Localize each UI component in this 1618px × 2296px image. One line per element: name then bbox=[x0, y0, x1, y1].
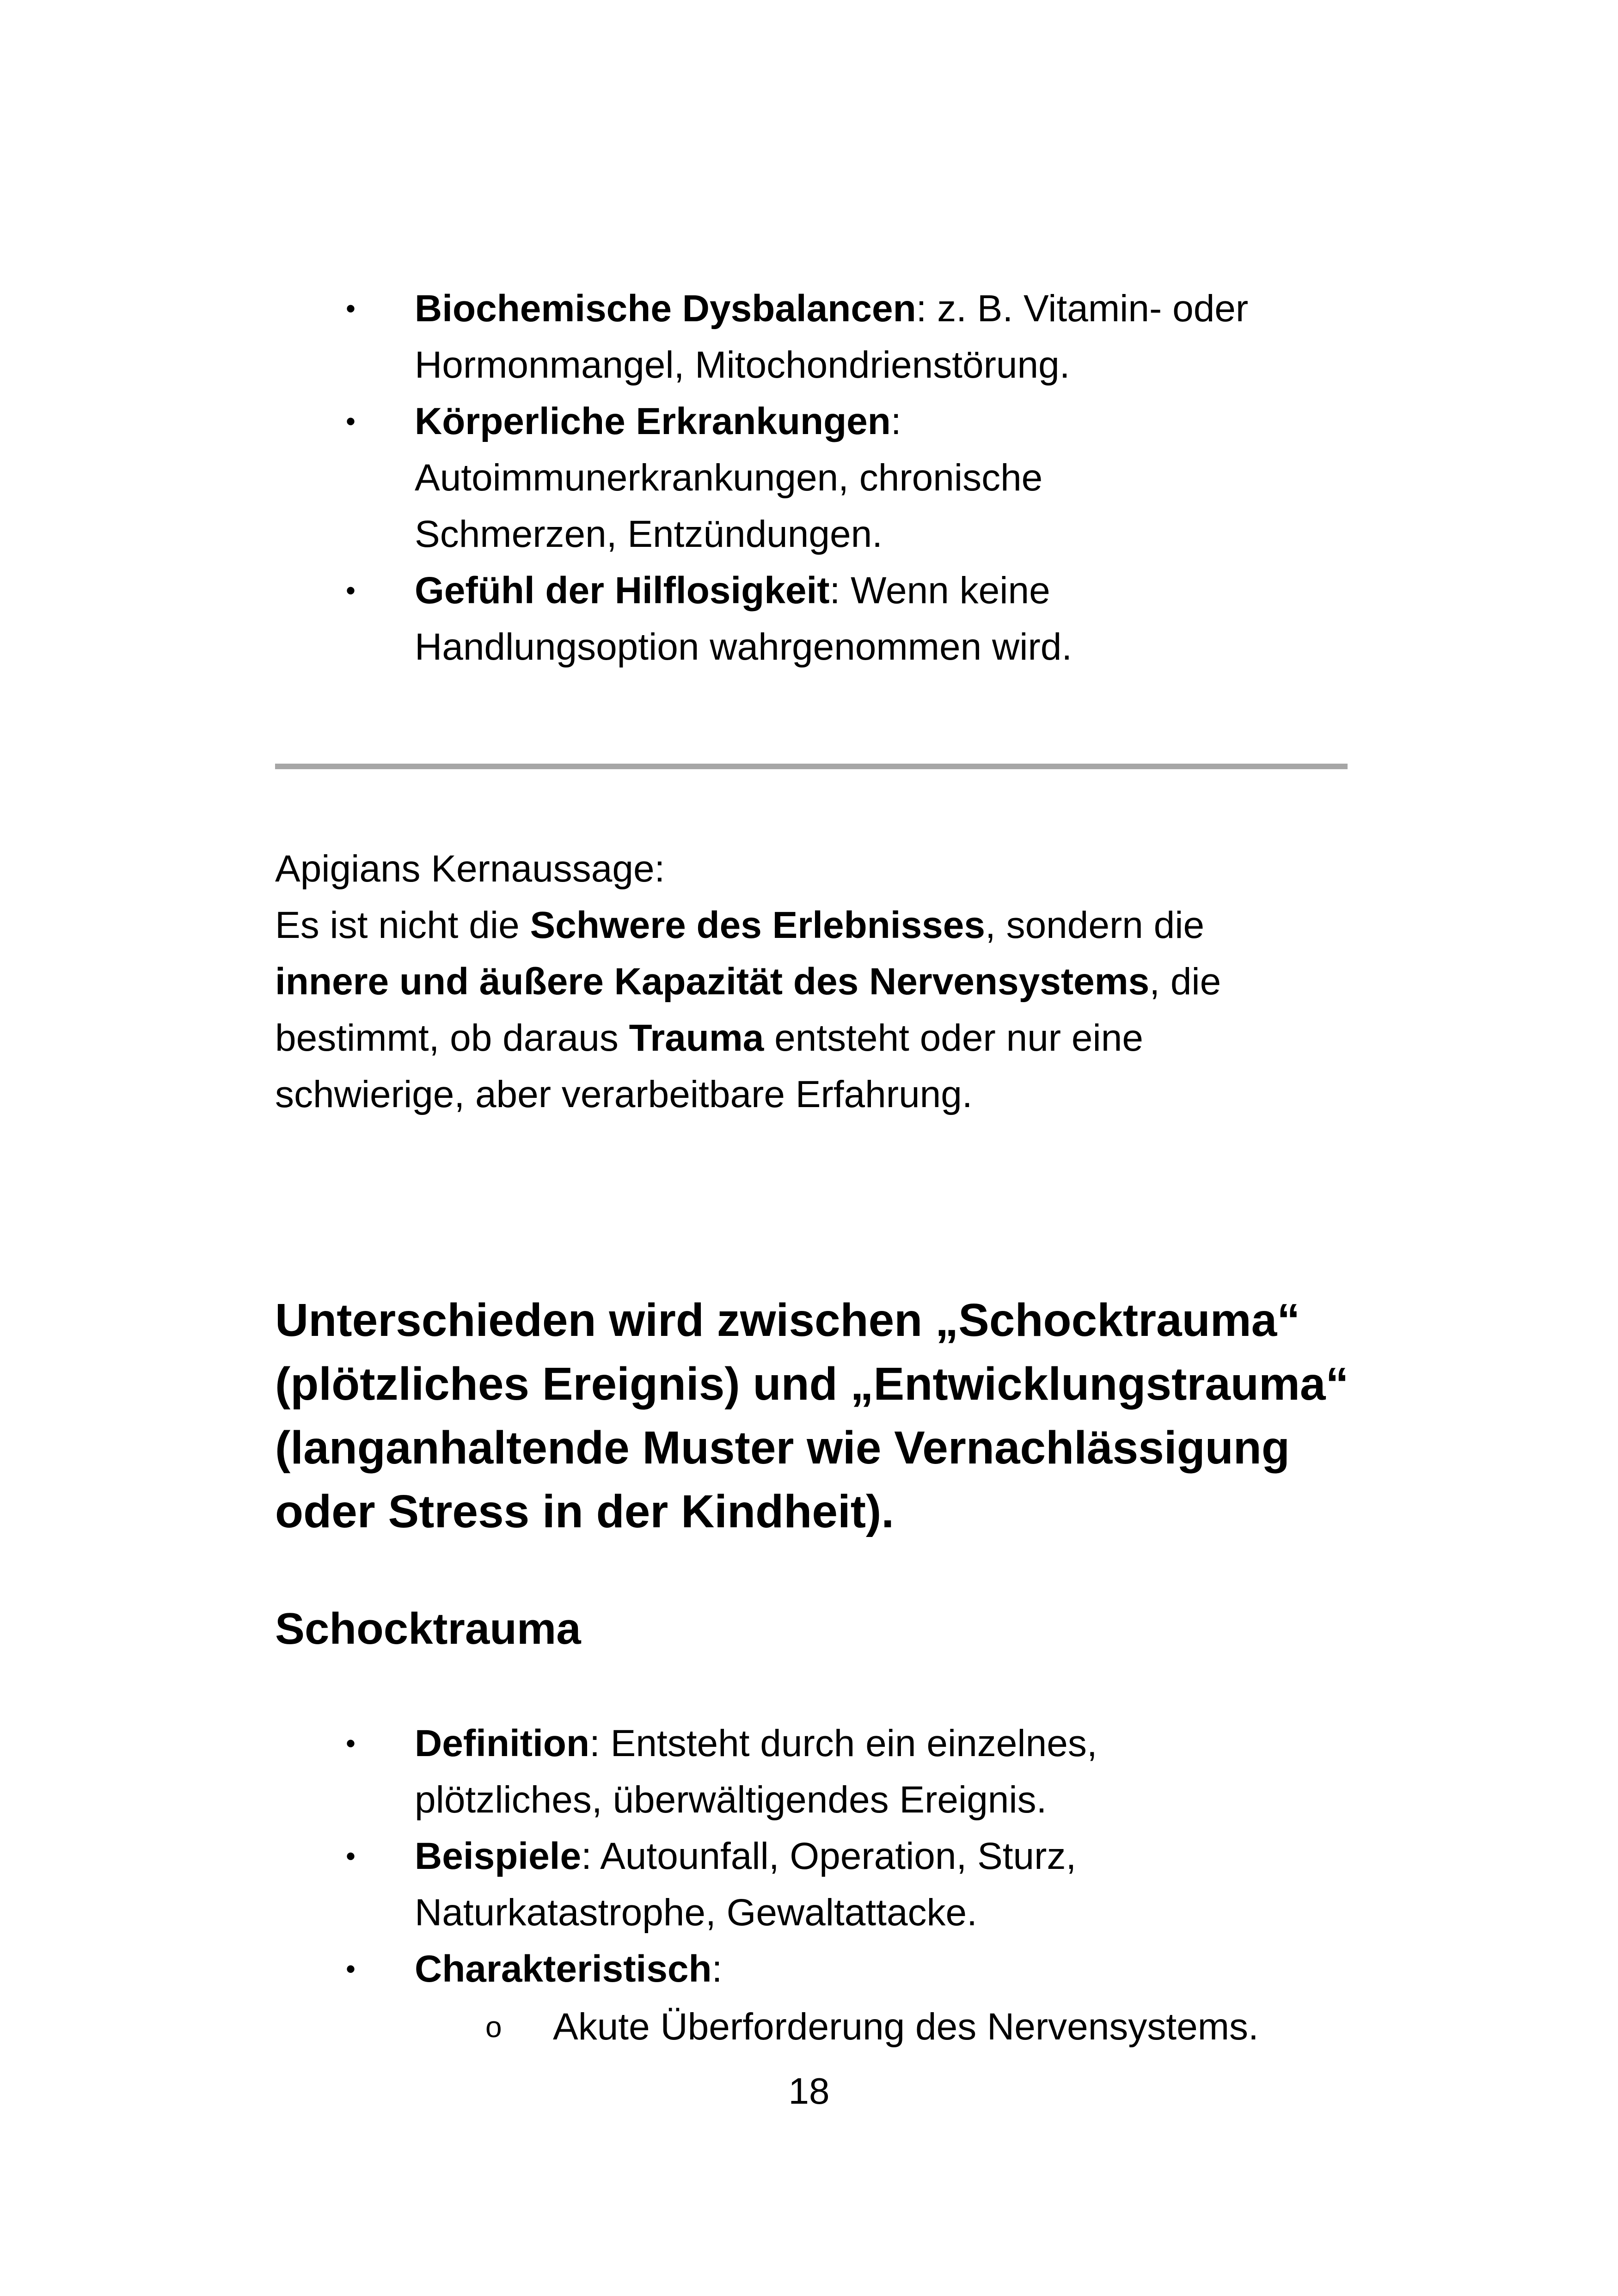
section-title: Schocktrauma bbox=[275, 1604, 581, 1653]
text-segment: entsteht oder nur eine bbox=[764, 1017, 1143, 1059]
text-line bbox=[0, 1772, 1618, 1828]
bullet-icon: • bbox=[346, 406, 356, 437]
list-item bbox=[0, 1941, 1618, 1997]
bold-term: Charakteristisch bbox=[415, 1948, 712, 1990]
text-segment: (langanhaltende Muster wie Vernachlässigung bbox=[275, 1422, 1290, 1474]
list-item bbox=[0, 281, 1618, 393]
list-item bbox=[0, 1999, 1618, 2055]
text-line bbox=[275, 1010, 1221, 1066]
text-line bbox=[0, 1715, 1618, 1772]
bold-term: Trauma bbox=[629, 1017, 764, 1059]
horizontal-divider bbox=[275, 764, 1348, 769]
text-segment: schwierige, aber verarbeitbare Erfahrung. bbox=[275, 1073, 973, 1115]
bullet-icon: o bbox=[485, 2010, 502, 2044]
page-number: 18 bbox=[788, 2070, 830, 2112]
text-line bbox=[0, 281, 1618, 337]
text-line bbox=[0, 337, 1618, 393]
text-segment: , die bbox=[1149, 961, 1221, 1003]
text-line bbox=[0, 1941, 1618, 1997]
bullet-list-causes bbox=[0, 281, 1618, 675]
text-segment: : Autounfall, Operation, Sturz, bbox=[581, 1835, 1077, 1877]
list-item bbox=[0, 1715, 1618, 1828]
text-segment: Schmerzen, Entzündungen. bbox=[415, 513, 883, 555]
text-line bbox=[275, 1416, 1349, 1480]
text-segment: Handlungsoption wahrgenommen wird. bbox=[415, 626, 1073, 668]
text-line bbox=[275, 1352, 1349, 1416]
text-line bbox=[275, 954, 1221, 1010]
text-segment: , sondern die bbox=[985, 904, 1205, 946]
text-segment: : bbox=[890, 400, 901, 442]
bold-term: Gefühl der Hilflosigkeit bbox=[415, 569, 830, 612]
text-line bbox=[0, 450, 1618, 506]
text-segment: Akute Überforderung des Nervensystems. bbox=[553, 2006, 1259, 2048]
text-line bbox=[0, 1885, 1618, 1941]
text-line bbox=[275, 897, 1221, 954]
bold-term: Schwere des Erlebnisses bbox=[530, 904, 985, 946]
bullet-icon: • bbox=[346, 1728, 356, 1759]
trauma-types-heading bbox=[275, 1288, 1349, 1543]
text-segment: Naturkatastrophe, Gewaltattacke. bbox=[415, 1892, 977, 1934]
bold-term: innere und äußere Kapazität des Nervensystems bbox=[275, 961, 1150, 1003]
bold-term: Körperliche Erkrankungen bbox=[415, 400, 891, 442]
bullet-icon: • bbox=[346, 1953, 356, 1984]
bullet-icon: • bbox=[346, 1841, 356, 1872]
text-line bbox=[0, 506, 1618, 563]
text-line bbox=[0, 1828, 1618, 1885]
bold-term: Beispiele bbox=[415, 1835, 582, 1877]
text-line bbox=[275, 1288, 1349, 1352]
sub-bullet-list bbox=[0, 1999, 1618, 2055]
bold-term: Biochemische Dysbalancen bbox=[415, 288, 916, 330]
text-line bbox=[0, 563, 1618, 619]
text-segment: : Entsteht durch ein einzelnes, bbox=[589, 1722, 1097, 1764]
list-item bbox=[0, 1828, 1618, 1941]
text-segment: Hormonmangel, Mitochondrienstörung. bbox=[415, 344, 1070, 386]
bullet-icon: • bbox=[346, 293, 356, 324]
text-line bbox=[0, 1999, 1618, 2055]
text-segment: plötzliches, überwältigendes Ereignis. bbox=[415, 1779, 1047, 1821]
text-segment: Apigians Kernaussage: bbox=[275, 848, 665, 890]
bullet-icon: • bbox=[346, 575, 356, 606]
text-segment: oder Stress in der Kindheit). bbox=[275, 1486, 895, 1537]
text-segment: (plötzliches Ereignis) und „Entwicklungstrauma“ bbox=[275, 1358, 1349, 1410]
text-line bbox=[0, 393, 1618, 450]
core-statement-paragraph bbox=[275, 841, 1221, 1123]
text-line bbox=[275, 1480, 1349, 1543]
bold-term: Definition bbox=[415, 1722, 590, 1764]
bullet-list-shock-trauma bbox=[0, 1715, 1618, 1997]
text-line bbox=[275, 1066, 1221, 1123]
text-segment: Es ist nicht die bbox=[275, 904, 530, 946]
text-segment: : z. B. Vitamin- oder bbox=[916, 288, 1249, 330]
text-segment: Unterschieden wird zwischen „Schocktrauma“ bbox=[275, 1294, 1300, 1346]
list-item bbox=[0, 563, 1618, 675]
text-line bbox=[0, 619, 1618, 675]
text-segment: bestimmt, ob daraus bbox=[275, 1017, 629, 1059]
text-segment: : bbox=[711, 1948, 723, 1990]
list-item bbox=[0, 393, 1618, 563]
text-segment: Autoimmunerkrankungen, chronische bbox=[415, 457, 1043, 499]
text-segment: : Wenn keine bbox=[829, 569, 1050, 612]
text-line bbox=[275, 841, 1221, 897]
